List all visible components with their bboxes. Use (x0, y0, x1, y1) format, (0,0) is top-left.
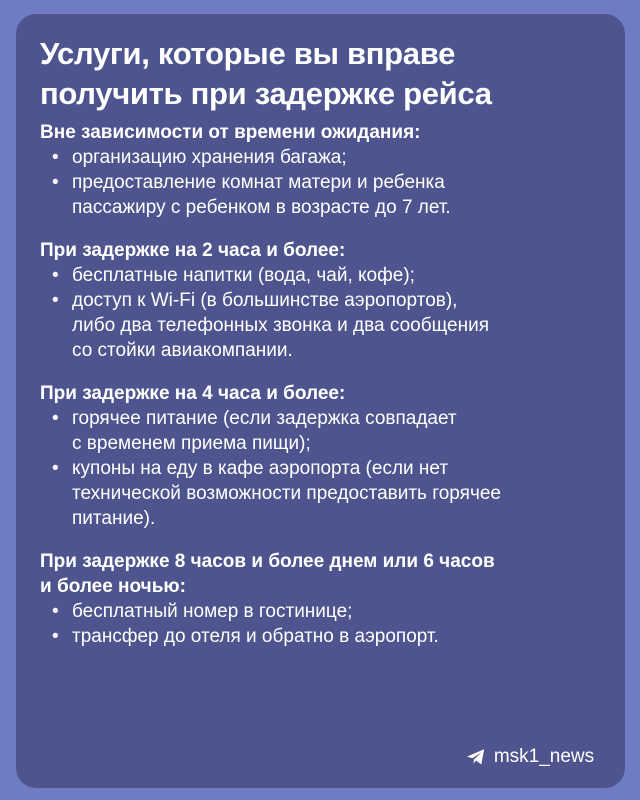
item-line: пассажиру с ребенком в возрасте до 7 лет. (72, 197, 451, 218)
section-heading: При задержке на 2 часа и более: (40, 240, 346, 261)
bullet-icon: • (52, 408, 59, 429)
title-line: Услуги, которые вы вправе (40, 36, 456, 71)
heading-line: При задержке 8 часов и более днем или 6 часов (40, 551, 495, 572)
list-item (40, 599, 603, 624)
list-item (40, 406, 603, 456)
item-line: с временем приема пищи); (72, 433, 311, 454)
section-heading (40, 549, 603, 599)
list-item (40, 288, 603, 363)
section-2-hours (40, 238, 603, 363)
section-heading: При задержке на 4 часа и более: (40, 383, 346, 404)
section-8-hours (40, 549, 603, 649)
item-list (40, 145, 603, 220)
item-line: бесплатные напитки (вода, чай, кофе); (72, 265, 415, 286)
section-any-wait (40, 120, 603, 220)
item-line: либо два телефонных звонка и два сообщения (72, 315, 489, 336)
channel-badge[interactable] (436, 728, 624, 786)
channel-name: msk1_news (493, 746, 595, 767)
item-line: со стойки авиакомпании. (72, 340, 293, 361)
heading-line: и более ночью: (40, 576, 186, 597)
item-line: доступ к Wi-Fi (в большинстве аэропортов), (72, 290, 458, 311)
item-line: купоны на еду в кафе аэропорта (если нет (72, 458, 449, 479)
list-item (40, 624, 603, 649)
section-4-hours (40, 381, 603, 531)
bullet-icon: • (52, 147, 59, 168)
bullet-icon: • (52, 290, 59, 311)
list-item (40, 170, 603, 220)
list-item (40, 456, 603, 531)
item-line: трансфер до отеля и обратно в аэропорт. (72, 626, 439, 647)
telegram-icon (466, 748, 486, 766)
item-line: бесплатный номер в гостинице; (72, 601, 353, 622)
bullet-icon: • (52, 626, 59, 647)
bullet-icon: • (52, 265, 59, 286)
item-line: технической возможности предоставить горячее (72, 483, 501, 504)
info-card (16, 14, 625, 788)
item-line: горячее питание (если задержка совпадает (72, 408, 457, 429)
card-title (40, 34, 603, 114)
list-item (40, 263, 603, 288)
title-line: получить при задержке рейса (40, 76, 492, 111)
bullet-icon: • (52, 458, 59, 479)
item-list (40, 599, 603, 649)
bullet-icon: • (52, 172, 59, 193)
item-list (40, 263, 603, 363)
item-line: организацию хранения багажа; (72, 147, 347, 168)
bullet-icon: • (52, 601, 59, 622)
section-heading: Вне зависимости от времени ожидания: (40, 122, 421, 143)
list-item (40, 145, 603, 170)
item-list (40, 406, 603, 531)
item-line: предоставление комнат матери и ребенка (72, 172, 445, 193)
item-line: питание). (72, 508, 156, 529)
